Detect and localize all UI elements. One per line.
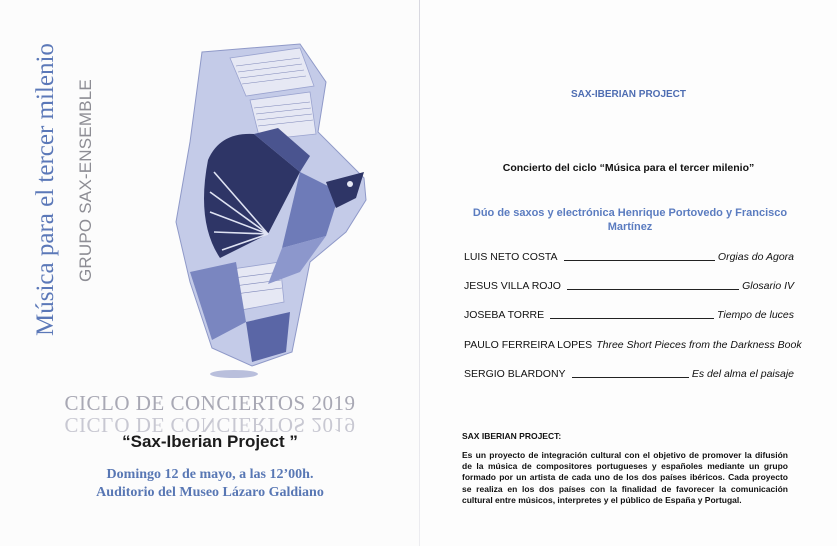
program-composer: JOSEBA TORRE — [464, 309, 545, 321]
cycle-title: CICLO DE CONCIERTOS 2019 — [64, 391, 356, 415]
inside-heading: SAX-IBERIAN PROJECT — [570, 89, 686, 100]
duo-line: Dúo de saxos y electrónica Henrique Portovedo y Francisco Martínez — [472, 207, 788, 233]
concert-line: Concierto del ciclo “Música para el tercer milenio” — [502, 162, 755, 174]
program-work: Tiempo de luces — [717, 309, 794, 321]
event-date: Domingo 12 de mayo, a las 12’00h. — [106, 467, 314, 482]
description-body: Es un proyecto de integración cultural con el objetivo de promover la difusión de la música de compositores portugueses y españoles mediante un grupo formado por un artista de cada uno de los dos países ibéricos. Cada proyecto se realiza en los dos países con la finalidad de favorecer la comunicación cultural entre músicos, interpretes y el público de España y Portugal. — [462, 450, 788, 505]
vertical-subtitle: GRUPO SAX-ENSEMBLE — [76, 79, 95, 282]
leader-line — [567, 288, 739, 290]
program-row — [464, 278, 794, 292]
cover-artwork — [150, 22, 390, 382]
program-row — [464, 366, 794, 380]
cycle-title-reflection-text: CICLO DE CONCIERTOS 2019 — [64, 413, 356, 437]
vertical-title: Música para el tercer milenio — [32, 43, 59, 336]
program-work: Three Short Pieces from the Darkness Book — [596, 339, 802, 351]
cycle-title-reflection — [0, 413, 420, 437]
program-work: Glosario IV — [742, 280, 794, 292]
program-row — [464, 249, 794, 263]
program-row — [464, 337, 802, 351]
program-composer: LUIS NETO COSTA — [464, 251, 558, 263]
page-fold — [419, 0, 420, 546]
description-heading: SAX IBERIAN PROJECT: — [462, 431, 562, 441]
leader-line — [550, 317, 714, 319]
program-row — [464, 307, 794, 321]
event-venue: Auditorio del Museo Lázaro Galdiano — [96, 485, 324, 500]
project-title: “Sax-Iberian Project ” — [122, 432, 298, 451]
leader-line — [572, 376, 689, 378]
program-composer: PAULO FERREIRA LOPES — [464, 339, 593, 351]
program-composer: JESUS VILLA ROJO — [464, 280, 561, 292]
program-work: Orgias do Agora — [717, 251, 794, 263]
program-work: Es del alma el paisaje — [691, 368, 794, 380]
leader-line — [564, 259, 715, 261]
program-composer: SERGIO BLARDONY — [464, 368, 566, 380]
